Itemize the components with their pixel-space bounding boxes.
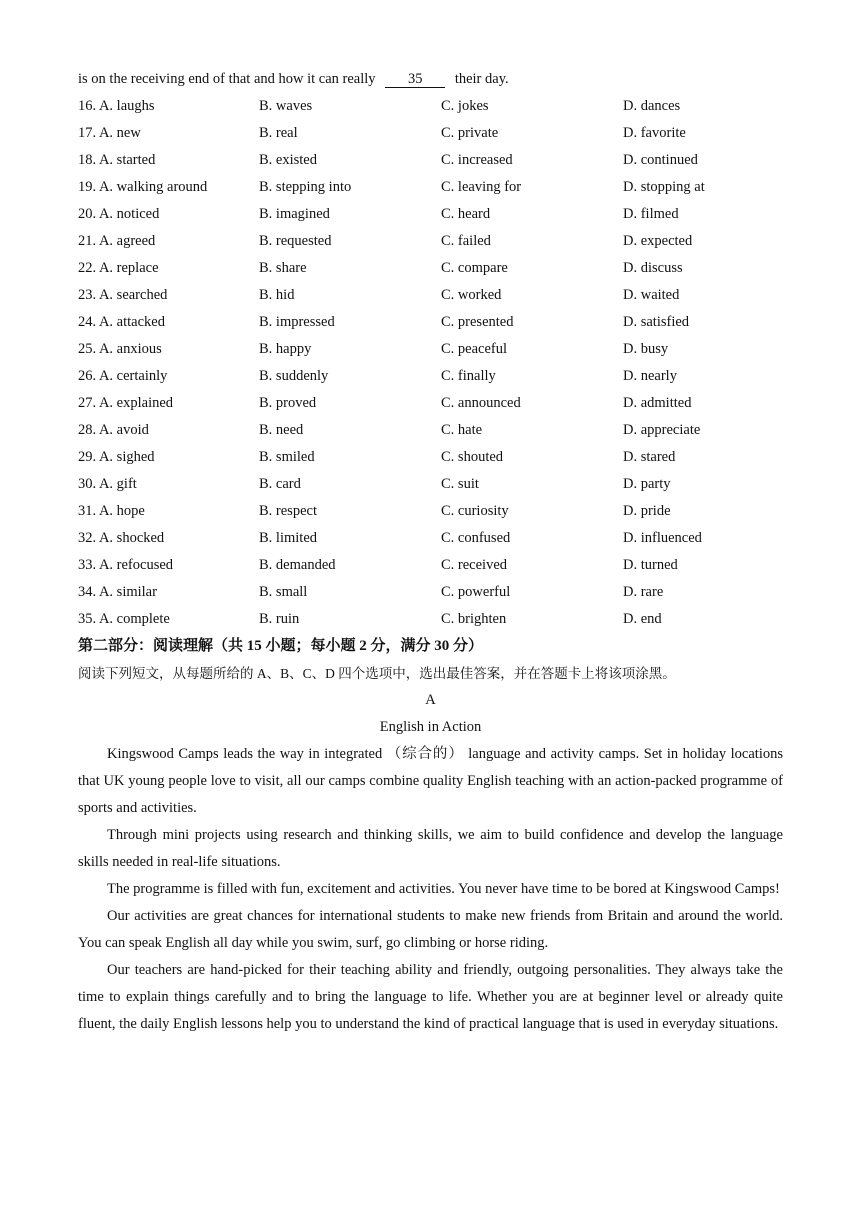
option-d: D. waited (623, 287, 680, 303)
option-row (78, 255, 783, 282)
option-a: 21. A. agreed (78, 233, 156, 249)
option-b: B. need (259, 422, 304, 438)
option-b: B. demanded (259, 557, 336, 573)
option-row (78, 363, 783, 390)
section-title: 第二部分：阅读理解（共 15 小题；每小题 2 分，满分 30 分） (78, 638, 484, 654)
intro-line (78, 66, 783, 93)
option-c: C. hate (441, 422, 483, 438)
passage-paragraph: Through mini projects using research and thinking skills, we aim to build confidence and develop the language skills needed in real-life situations. (78, 827, 783, 870)
option-b: B. respect (259, 503, 317, 519)
cloze-options-list (78, 93, 783, 633)
passage-paragraph: Kingswood Camps leads the way in integrated （综合的） language and activity camps. Set in holiday locations that UK young people love to visit, all our camps combine quality English teaching with an action-packed programme of sports and activities. (78, 746, 783, 816)
option-c: C. private (441, 125, 499, 141)
option-a: 33. A. refocused (78, 557, 174, 573)
option-d: D. appreciate (623, 422, 701, 438)
option-d: D. influenced (623, 530, 702, 546)
option-b: B. waves (259, 98, 313, 114)
option-row (78, 579, 783, 606)
option-d: D. favorite (623, 125, 686, 141)
option-b: B. requested (259, 233, 332, 249)
option-a: 17. A. new (78, 125, 141, 141)
section-instruction: 阅读下列短文，从每题所给的 A、B、C、D 四个选项中，选出最佳答案，并在答题卡上将该项涂黑。 (78, 666, 676, 681)
option-a: 27. A. explained (78, 395, 174, 411)
option-a: 26. A. certainly (78, 368, 168, 384)
option-a: 20. A. noticed (78, 206, 160, 222)
option-a: 34. A. similar (78, 584, 157, 600)
option-c: C. shouted (441, 449, 504, 465)
option-d: D. stopping at (623, 179, 705, 195)
option-c: C. jokes (441, 98, 489, 114)
option-b: B. stepping into (259, 179, 352, 195)
option-d: D. satisfied (623, 314, 690, 330)
option-b: B. limited (259, 530, 317, 546)
option-a: 31. A. hope (78, 503, 145, 519)
option-d: D. expected (623, 233, 693, 249)
option-d: D. pride (623, 503, 671, 519)
option-a: 28. A. avoid (78, 422, 149, 438)
option-a: 23. A. searched (78, 287, 168, 303)
option-row (78, 282, 783, 309)
option-c: C. curiosity (441, 503, 509, 519)
option-row (78, 552, 783, 579)
option-row (78, 228, 783, 255)
option-b: B. impressed (259, 314, 335, 330)
option-c: C. suit (441, 476, 479, 492)
option-d: D. party (623, 476, 671, 492)
option-row (78, 336, 783, 363)
option-row (78, 471, 783, 498)
option-d: D. rare (623, 584, 664, 600)
option-b: B. card (259, 476, 301, 492)
option-b: B. existed (259, 152, 317, 168)
passage-title: English in Action (379, 719, 482, 735)
option-b: B. small (259, 584, 308, 600)
option-c: C. failed (441, 233, 491, 249)
option-c: C. brighten (441, 611, 507, 627)
option-a: 32. A. shocked (78, 530, 165, 546)
option-row (78, 525, 783, 552)
option-row (78, 606, 783, 633)
option-row (78, 498, 783, 525)
option-row (78, 390, 783, 417)
passage-paragraph: The programme is filled with fun, excitement and activities. You never have time to be bored at Kingswood Camps! (107, 881, 780, 897)
option-c: C. leaving for (441, 179, 522, 195)
option-c: C. increased (441, 152, 513, 168)
answer-blank-35: 35 (385, 71, 445, 88)
option-d: D. dances (623, 98, 681, 114)
option-b: B. ruin (259, 611, 300, 627)
option-d: D. turned (623, 557, 678, 573)
option-b: B. suddenly (259, 368, 329, 384)
option-a: 22. A. replace (78, 260, 159, 276)
option-c: C. received (441, 557, 508, 573)
option-d: D. discuss (623, 260, 683, 276)
option-b: B. proved (259, 395, 317, 411)
option-row (78, 417, 783, 444)
passage-letter: A (425, 692, 436, 708)
option-d: D. admitted (623, 395, 692, 411)
option-a: 24. A. attacked (78, 314, 165, 330)
option-b: B. happy (259, 341, 312, 357)
option-c: C. presented (441, 314, 514, 330)
intro-text-before: is on the receiving end of that and how it can really (78, 71, 376, 87)
option-a: 35. A. complete (78, 611, 170, 627)
passage-body (78, 741, 783, 1038)
option-d: D. continued (623, 152, 698, 168)
option-c: C. announced (441, 395, 521, 411)
option-a: 25. A. anxious (78, 341, 162, 357)
intro-text-after: their day. (454, 71, 509, 87)
passage-paragraph: Our teachers are hand-picked for their teaching ability and friendly, outgoing personalities. They always take the time to explain things carefully and to bring the language to life. Whether you are at beginner level or already quite fluent, the daily English lessons help you to understand the kind of practical language that is used in everyday situations. (78, 962, 783, 1032)
option-b: B. real (259, 125, 298, 141)
option-row (78, 147, 783, 174)
option-row (78, 444, 783, 471)
passage-paragraph: Our activities are great chances for international students to make new friends from Britain and around the world. You can speak English all day while you swim, surf, go climbing or horse riding. (78, 908, 783, 951)
option-d: D. end (623, 611, 662, 627)
option-c: C. confused (441, 530, 511, 546)
option-d: D. stared (623, 449, 676, 465)
option-c: C. worked (441, 287, 502, 303)
option-d: D. busy (623, 341, 669, 357)
option-c: C. heard (441, 206, 491, 222)
option-a: 19. A. walking around (78, 179, 208, 195)
option-b: B. imagined (259, 206, 330, 222)
option-row (78, 309, 783, 336)
option-a: 18. A. started (78, 152, 156, 168)
option-b: B. smiled (259, 449, 315, 465)
option-a: 16. A. laughs (78, 98, 155, 114)
option-c: C. compare (441, 260, 508, 276)
option-c: C. peaceful (441, 341, 508, 357)
option-row (78, 201, 783, 228)
option-d: D. filmed (623, 206, 679, 222)
option-c: C. powerful (441, 584, 511, 600)
exam-page (78, 66, 783, 1038)
option-row (78, 120, 783, 147)
option-row (78, 93, 783, 120)
option-c: C. finally (441, 368, 496, 384)
option-b: B. hid (259, 287, 295, 303)
option-d: D. nearly (623, 368, 677, 384)
option-a: 29. A. sighed (78, 449, 155, 465)
option-b: B. share (259, 260, 307, 276)
option-a: 30. A. gift (78, 476, 137, 492)
option-row (78, 174, 783, 201)
